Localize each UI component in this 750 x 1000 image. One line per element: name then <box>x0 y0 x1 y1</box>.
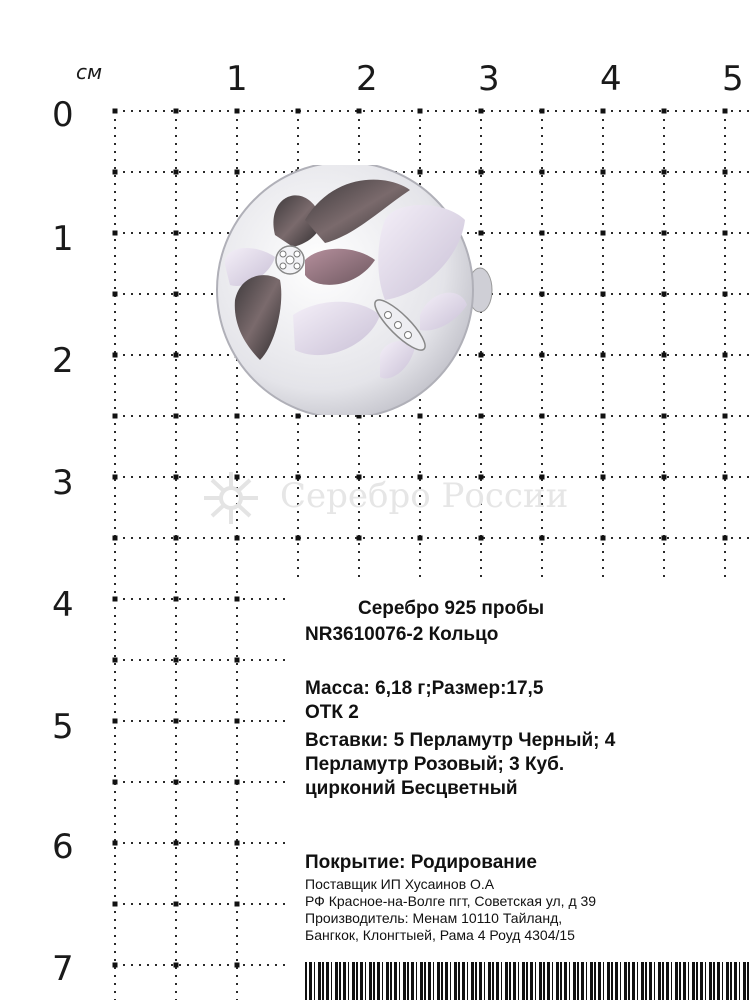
grid-node <box>113 292 118 297</box>
grid-node <box>174 719 179 724</box>
grid-node <box>235 963 240 968</box>
ruler-left-2: 2 <box>52 341 74 381</box>
grid-node <box>113 780 118 785</box>
grid-node <box>174 231 179 236</box>
grid-node <box>418 109 423 114</box>
ring-product-image <box>205 165 495 415</box>
grid-node <box>601 475 606 480</box>
grid-node <box>601 292 606 297</box>
grid-node <box>662 292 667 297</box>
label-metal-purity: Серебро 925 пробы <box>358 598 545 619</box>
grid-node <box>174 109 179 114</box>
grid-node <box>235 109 240 114</box>
grid-node <box>174 597 179 602</box>
grid-node <box>113 719 118 724</box>
grid-node <box>174 292 179 297</box>
grid-node <box>601 109 606 114</box>
grid-node <box>113 658 118 663</box>
grid-node <box>723 170 728 175</box>
grid-node <box>662 231 667 236</box>
grid-node <box>601 414 606 419</box>
grid-node <box>174 658 179 663</box>
grid-node <box>540 292 545 297</box>
unit-label: см <box>76 60 103 84</box>
grid-node <box>601 353 606 358</box>
grid-node <box>174 414 179 419</box>
grid-node <box>540 353 545 358</box>
grid-node <box>540 536 545 541</box>
grid-node <box>662 170 667 175</box>
grid-node <box>296 536 301 541</box>
ruler-left-3: 3 <box>52 463 74 503</box>
grid-node <box>174 780 179 785</box>
label-inserts-3: цирконий Бесцветный <box>305 778 518 799</box>
grid-node <box>113 963 118 968</box>
grid-node <box>113 109 118 114</box>
grid-node <box>540 414 545 419</box>
grid-node <box>174 841 179 846</box>
ruler-left-7: 7 <box>52 949 74 989</box>
grid-node <box>540 170 545 175</box>
grid-node <box>235 902 240 907</box>
label-supplier: Поставщик ИП Хусаинов О.А <box>305 876 495 892</box>
ruler-left-5: 5 <box>52 707 74 747</box>
grid-node <box>113 597 118 602</box>
label-manufacturer: Производитель: Менам 10110 Тайланд, <box>305 910 563 926</box>
label-manufacturer-address: Бангкок, Клонгтыей, Рама 4 Роуд 4304/15 <box>305 927 575 943</box>
grid-node <box>235 536 240 541</box>
grid-node <box>174 963 179 968</box>
ruler-left-1: 1 <box>52 219 74 259</box>
grid-node <box>540 109 545 114</box>
ruler-top-3: 3 <box>478 59 500 99</box>
grid-node <box>113 231 118 236</box>
grid-node <box>601 536 606 541</box>
grid-node <box>601 170 606 175</box>
grid-node <box>479 109 484 114</box>
grid-node <box>235 658 240 663</box>
grid-node <box>662 475 667 480</box>
grid-node <box>662 414 667 419</box>
grid-node <box>174 902 179 907</box>
label-article: NR3610076-2 Кольцо <box>305 624 499 645</box>
grid-node <box>296 109 301 114</box>
label-supplier-address: РФ Красное-на-Волге пгт, Советская ул, д 39 <box>305 893 597 909</box>
grid-node <box>113 353 118 358</box>
grid-node <box>235 780 240 785</box>
grid-node <box>235 841 240 846</box>
label-otk: ОТК 2 <box>305 702 359 723</box>
grid-node <box>113 475 118 480</box>
ruler-top-2: 2 <box>356 59 378 99</box>
grid-node <box>723 536 728 541</box>
grid-node <box>479 536 484 541</box>
grid-node <box>723 353 728 358</box>
grid-node <box>113 536 118 541</box>
grid-node <box>113 170 118 175</box>
grid-node <box>357 109 362 114</box>
grid-node <box>357 536 362 541</box>
grid-node <box>723 414 728 419</box>
grid-node <box>723 231 728 236</box>
label-weight-size: Масса: 6,18 г;Размер:17,5 <box>305 678 544 699</box>
grid-node <box>601 231 606 236</box>
grid-node <box>174 170 179 175</box>
grid-node <box>662 109 667 114</box>
grid-node <box>723 109 728 114</box>
ruler-left-4: 4 <box>52 585 74 625</box>
grid-node <box>113 841 118 846</box>
grid-node <box>174 475 179 480</box>
ruler-top-1: 1 <box>226 59 248 99</box>
label-inserts-2: Перламутр Розовый; 3 Куб. <box>305 754 565 775</box>
ruler-top-4: 4 <box>600 59 622 99</box>
grid-node <box>174 353 179 358</box>
watermark-text: Серебро России <box>280 476 569 516</box>
grid-node <box>418 536 423 541</box>
grid-node <box>723 475 728 480</box>
grid-node <box>662 353 667 358</box>
grid-node <box>113 414 118 419</box>
grid-node <box>174 536 179 541</box>
watermark-logo-icon <box>196 468 266 528</box>
grid-node <box>235 719 240 724</box>
grid-node <box>540 231 545 236</box>
label-coating: Покрытие: Родирование <box>305 852 537 873</box>
ruler-left-0: 0 <box>52 95 74 135</box>
grid-node <box>235 597 240 602</box>
barcode <box>305 962 750 1000</box>
ruler-top-5: 5 <box>722 59 744 99</box>
grid-node <box>113 902 118 907</box>
grid-node <box>723 292 728 297</box>
grid-node <box>662 536 667 541</box>
label-inserts-1: Вставки: 5 Перламутр Черный; 4 <box>305 730 616 751</box>
ruler-left-6: 6 <box>52 827 74 867</box>
